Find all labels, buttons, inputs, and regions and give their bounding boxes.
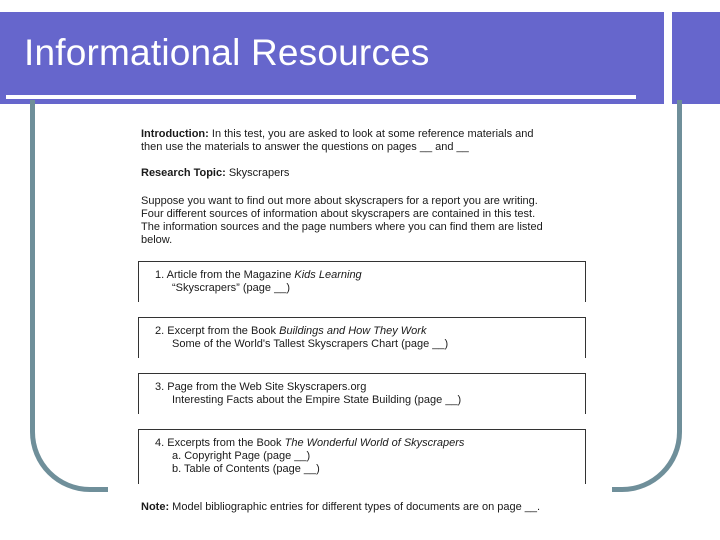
- source-title-line: [155, 269, 585, 282]
- source-prefix: 2. Excerpt from the Book: [155, 325, 280, 337]
- note-text: Model bibliographic entries for different types of documents are on page __.: [172, 501, 541, 513]
- para-line: Four different sources of information about skyscrapers are contained in this test.: [141, 208, 536, 220]
- source-title-line: [155, 381, 585, 394]
- source-title-line: [155, 325, 585, 338]
- note-label: Note:: [141, 501, 170, 513]
- source-title: Buildings and How They Work: [279, 325, 427, 337]
- slide-title: Informational Resources: [24, 32, 430, 73]
- source-title: The Wonderful World of Skyscrapers: [284, 437, 465, 449]
- para-line: The information sources and the page numbers where you can find them are listed: [141, 221, 543, 233]
- source-detail: a. Copyright Page (page __): [172, 450, 311, 462]
- intro-line-2: then use the materials to answer the questions on pages __ and __: [141, 141, 469, 153]
- source-detail: “Skyscrapers” (page __): [172, 282, 290, 294]
- intro-line-1: [141, 128, 534, 141]
- source-detail: Some of the World's Tallest Skyscrapers Chart (page __): [172, 338, 449, 350]
- title-underline: [6, 95, 636, 99]
- topic-line: [141, 167, 289, 180]
- topic-label: Research Topic:: [141, 167, 226, 179]
- source-prefix: 4. Excerpts from the Book: [155, 437, 285, 449]
- document-image: [108, 112, 612, 532]
- intro-text-1: In this test, you are asked to look at some reference materials and: [211, 128, 534, 140]
- source-title: Kids Learning: [294, 269, 362, 281]
- source-prefix: 1. Article from the Magazine: [155, 269, 295, 281]
- intro-label: Introduction:: [141, 128, 209, 140]
- para-line: below.: [141, 234, 173, 246]
- source-box-3: [138, 373, 586, 414]
- source-detail: Interesting Facts about the Empire State Building (page __): [172, 394, 462, 406]
- note-line: [141, 501, 540, 514]
- source-box-2: [138, 317, 586, 358]
- source-detail: b. Table of Contents (page __): [172, 463, 320, 475]
- title-bar-gap: [664, 12, 672, 104]
- source-prefix: 3. Page from the Web Site Skyscrapers.org: [155, 381, 367, 393]
- source-box-1: [138, 261, 586, 302]
- source-box-4: [138, 429, 586, 484]
- source-title-line: [155, 437, 585, 450]
- topic-value: Skyscrapers: [228, 167, 290, 179]
- para-line: Suppose you want to find out more about skyscrapers for a report you are writing.: [141, 195, 538, 207]
